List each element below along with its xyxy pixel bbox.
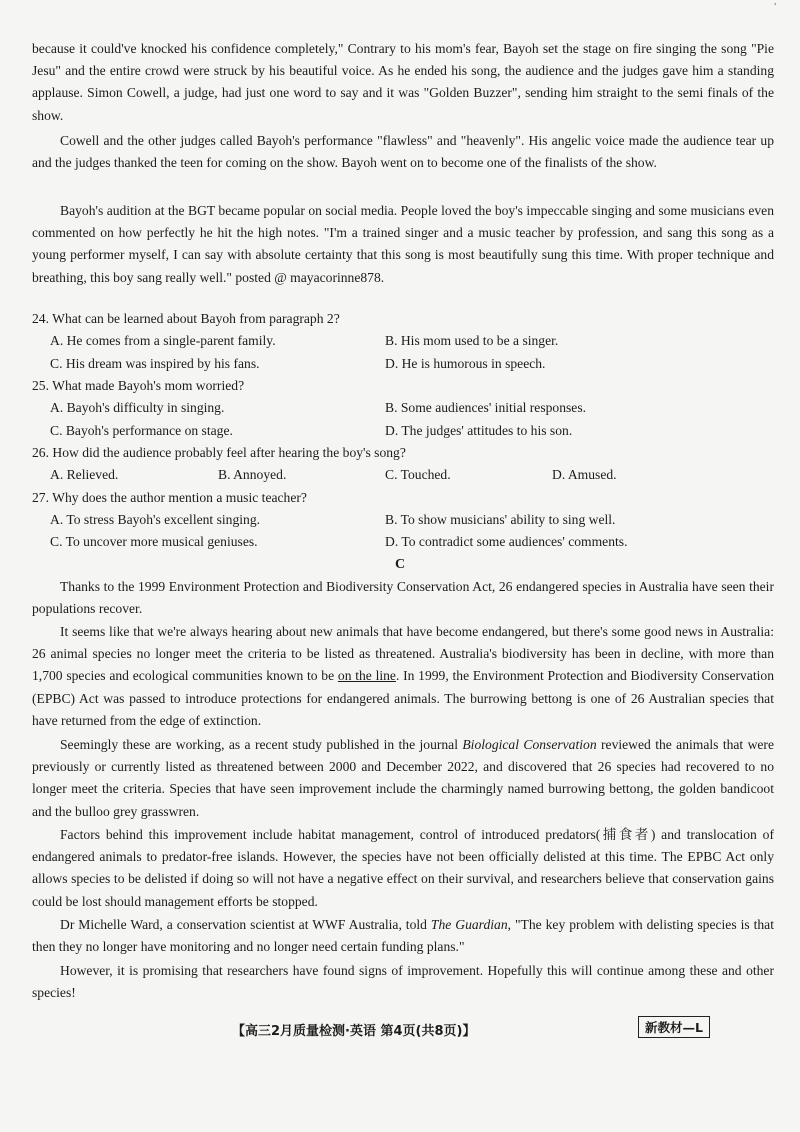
section-c-paragraph-5-text-b: , "The key problem with delisting species is that then they no longer have monitoring and no longer need certain funding plans.": [32, 917, 774, 955]
section-c-paragraph-3-text-a: Seemingly these are working, as a recent study published in the journal: [60, 737, 463, 752]
question-26-option-a[interactable]: A. Relieved.: [50, 467, 119, 482]
question-24-option-d[interactable]: D. He is humorous in speech.: [385, 356, 546, 371]
question-25-option-b[interactable]: B. Some audiences' initial responses.: [385, 400, 587, 415]
section-c-paragraph-3-text-b: reviewed the animals that were previously or currently listed as threatened between 2000 and December 2022, and discovered that 26 species had recovered to no longer meet the criteria. Species that have seen improvement include the charmingly named burrowing bettong, the golden bandicoot and the bulloo grey grasswren.: [32, 737, 774, 819]
section-c-paragraph-2: [32, 621, 774, 732]
journal-title: Biological Conservation: [462, 737, 597, 752]
source-publication: The Guardian: [430, 917, 508, 932]
question-24-option-a[interactable]: A. He comes from a single-parent family.: [50, 333, 276, 348]
question-24-stem: 24. What can be learned about Bayoh from paragraph 2?: [32, 311, 340, 326]
section-c-paragraph-6: However, it is promising that researchers have found signs of improvement. Hopefully this will continue among these and other species!: [32, 963, 774, 1001]
section-c-paragraph-5-text-a: Dr Michelle Ward, a conservation scientist at WWF Australia, told: [60, 917, 431, 932]
question-27-stem: 27. Why does the author mention a music teacher?: [32, 490, 307, 505]
question-27-option-a[interactable]: A. To stress Bayoh's excellent singing.: [50, 512, 261, 527]
question-26-stem: 26. How did the audience probably feel after hearing the boy's song?: [32, 445, 406, 460]
section-c-paragraph-3: [32, 734, 774, 823]
question-27-option-b[interactable]: B. To show musicians' ability to sing well.: [385, 512, 616, 527]
section-c-paragraph-5: [32, 914, 774, 958]
section-c-paragraph-2-text-b: . In 1999, the Environment Protection and Biodiversity Conservation (EPBC) Act was passed to introduce protections for endangered animals. The burrowing bettong is one of 26 Australian species that have returned from the edge of extinction.: [32, 668, 774, 728]
edition-badge: 新教材—L: [638, 1016, 710, 1038]
section-c-heading: C: [394, 557, 406, 572]
passage-b-paragraph-1: because it could've knocked his confidence completely," Contrary to his mom's fear, Bayoh set the stage on fire singing the song "Pie Jesu" and the entire crowd were struck by his beautiful voice. As he ended his song, the audience and the judges gave him a standing applause. Simon Cowell, a judge, had just one word to say and it was "Golden Buzzer", sending him straight to the semi finals of the show.: [32, 41, 774, 123]
section-c-paragraph-2-text-a: It seems like that we're always hearing about new animals that have become endangered, but there's some good news in Australia: 26 animal species no longer meet the criteria to be listed as threatened. Australia's biodiversity has been in decline, with more than 1,700 species and ecological communities known to be: [32, 624, 774, 684]
question-27-option-d[interactable]: D. To contradict some audiences' comments.: [385, 534, 628, 549]
question-25-option-c[interactable]: C. Bayoh's performance on stage.: [50, 423, 233, 438]
passage-b-paragraph-2: Cowell and the other judges called Bayoh's performance "flawless" and "heavenly". His angelic voice made the audience tear up and the judges thanked the teen for coming on the show. Bayoh went on to become one of the finalists of the show.: [32, 133, 774, 171]
question-26-option-d[interactable]: D. Amused.: [552, 467, 617, 482]
underlined-phrase-on-the-line: on the line: [337, 668, 396, 684]
edge-mark: ': [774, 2, 776, 13]
question-25-option-a[interactable]: A. Bayoh's difficulty in singing.: [50, 400, 225, 415]
page-footer: 【高三2月质量检测·英语 第4页(共8页)】: [232, 1024, 476, 1039]
question-27-option-c[interactable]: C. To uncover more musical geniuses.: [50, 534, 258, 549]
question-26-option-b[interactable]: B. Annoyed.: [218, 467, 287, 482]
question-25-option-d[interactable]: D. The judges' attitudes to his son.: [385, 423, 573, 438]
question-26-option-c[interactable]: C. Touched.: [385, 467, 451, 482]
section-c-paragraph-4: Factors behind this improvement include habitat management, control of introduced predators(捕食者) and translocation of endangered animals to predator-free islands. However, the species have not been officially delisted at this time. The EPBC Act only allows species to be delisted if doing so will not have a negative effect on their survival, and researchers believe that conservation gains could be lost should management efforts be stopped.: [32, 827, 774, 909]
passage-b-paragraph-3: Bayoh's audition at the BGT became popular on social media. People loved the boy's impeccable singing and some musicians even commented on how perfectly he hit the high notes. "I'm a trained singer and a music teacher by profession, and sang this song as a young performer myself, I can say with absolute certainty that this song is most beautifully sung this time. With proper technique and breathing, this boy sang really well." posted @ mayacorinne878.: [32, 203, 774, 285]
question-24-option-c[interactable]: C. His dream was inspired by his fans.: [50, 356, 260, 371]
section-c-paragraph-1: Thanks to the 1999 Environment Protection and Biodiversity Conservation Act, 26 endangered species in Australia have seen their populations recover.: [32, 579, 774, 617]
question-24-option-b[interactable]: B. His mom used to be a singer.: [385, 333, 559, 348]
question-25-stem: 25. What made Bayoh's mom worried?: [32, 378, 245, 393]
